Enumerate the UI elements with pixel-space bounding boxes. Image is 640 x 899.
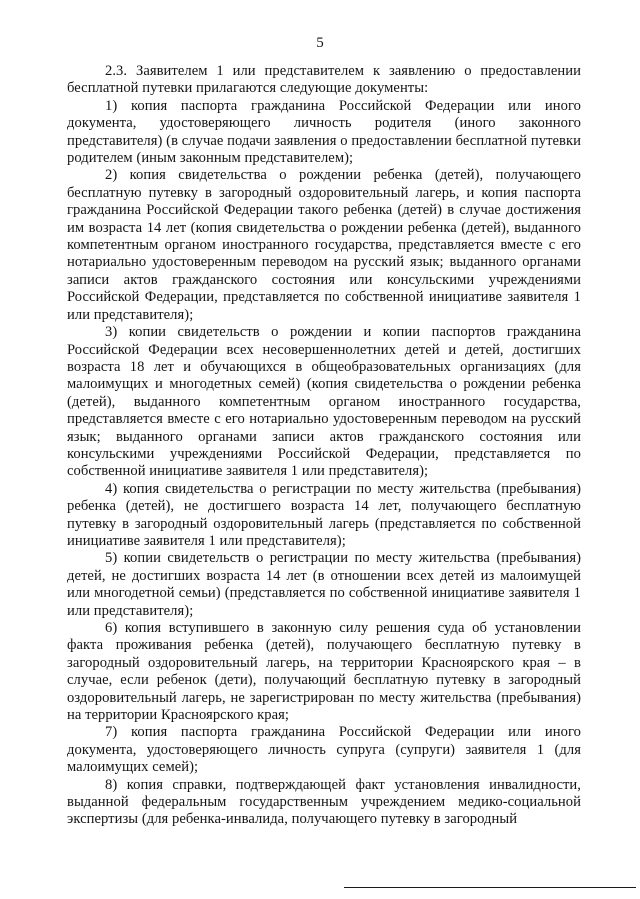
paragraph-item-5: 5) копии свидетельств о регистрации по месту жительства (пребывания) детей, не достигших возраста 14 лет (в отношении всех детей из малоимущей или многодетной семьи) (представляется по собственной инициативе заявителя 1 или представителя); — [67, 550, 581, 619]
paragraph-2-3-intro: 2.3. Заявителем 1 или представителем к заявлению о предоставлении бесплатной путевки прилагаются следующие документы: — [67, 63, 581, 97]
paragraph-item-7: 7) копия паспорта гражданина Российской Федерации или иного документа, удостоверяющего личность супруга (супруги) заявителя 1 (для малоимущих семей); — [67, 724, 581, 776]
page-number: 5 — [316, 35, 324, 51]
paragraph-item-2: 2) копия свидетельства о рождении ребенка (детей), получающего бесплатную путевку в загородный оздоровительный лагерь, и копия паспорта гражданина Российской Федерации такого ребенка (детей) в случае достижения им возраста 14 лет (копия свидетельства о рождении ребенка (детей), выданного компетентным органом иностранного государства, представляется вместе с его нотариально удостоверенным переводом на русский язык; выданного органами записи актов гражданского состояния или консульскими учреждениями Российской Федерации, представляется по собственной инициативе заявителя 1 или представителя); — [67, 167, 581, 323]
paragraph-item-3: 3) копии свидетельств о рождении и копии паспортов гражданина Российской Федерации всех несовершеннолетних детей и детей, достигших возраста 18 лет и обучающихся в общеобразовательных организациях (для малоимущих и многодетных семей) (копия свидетельства о рождении ребенка (детей), выданного компетентным органом иностранного государства, представляется вместе с его нотариально удостоверенным переводом на русский язык; выданного органами записи актов гражданского состояния или консульскими учреждениями Российской Федерации, представляется по собственной инициативе заявителя 1 или представителя); — [67, 324, 581, 480]
footer-divider — [344, 887, 636, 888]
paragraph-item-6: 6) копия вступившего в законную силу решения суда об установлении факта проживания ребенка (детей), получающего бесплатную путевку в загородный оздоровительный лагерь, на территории Красноярского края – в случае, если ребенок (дети), получающий бесплатную путевку в загородный оздоровительный лагерь, не зарегистрирован по месту жительства (пребывания) на территории Красноярского края; — [67, 620, 581, 724]
paragraph-item-8: 8) копия справки, подтверждающей факт установления инвалидности, выданной федеральным государственным учреждением медико-социальной экспертизы (для ребенка-инвалида, получающего путевку в загородный — [67, 776, 581, 828]
paragraph-item-4: 4) копия свидетельства о регистрации по месту жительства (пребывания) ребенка (детей), не достигшего возраста 14 лет, получающего бесплатную путевку в загородный оздоровительный лагерь (представляется по собственной инициативе заявителя 1 или представителя); — [67, 480, 581, 549]
document-body — [67, 63, 581, 829]
paragraph-item-1: 1) копия паспорта гражданина Российской Федерации или иного документа, удостоверяющего личность родителя (иного законного представителя) (в случае подачи заявления о предоставлении бесплатной путевки родителем (иным законным представителем); — [67, 97, 581, 167]
